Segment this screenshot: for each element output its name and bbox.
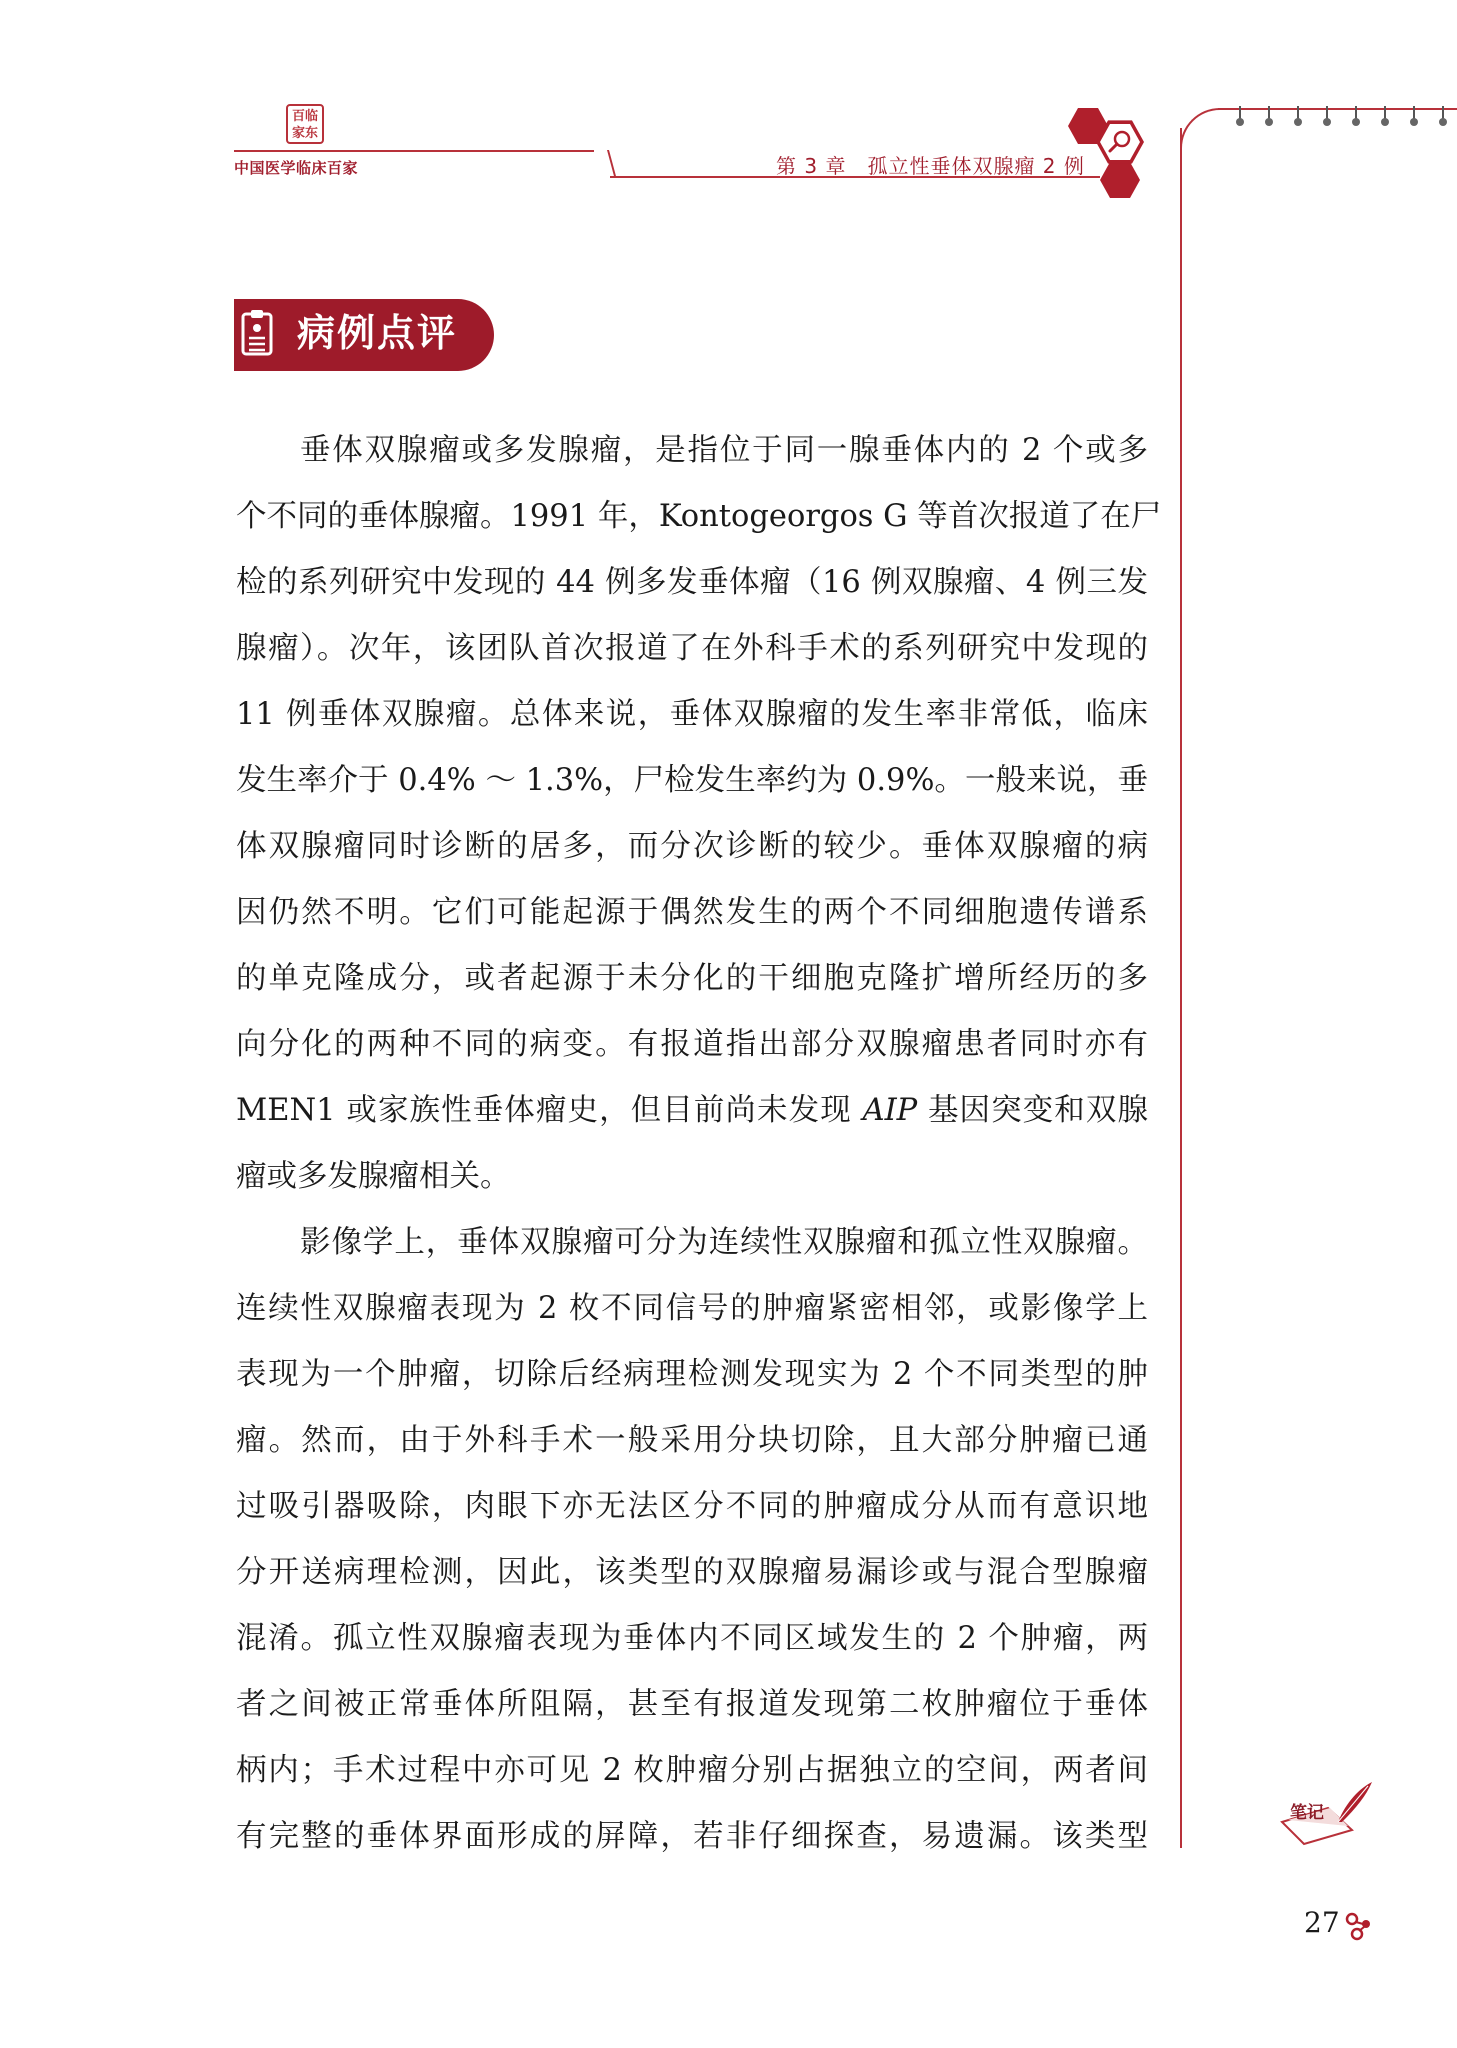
section-title: 病例点评 xyxy=(297,311,458,355)
paragraph-line: 腺瘤）。次年，该团队首次报道了在外科手术的系列研究中发现的 xyxy=(236,631,1148,666)
paragraph-line: 的单克隆成分，或者起源于未分化的干细胞克隆扩增所经历的多 xyxy=(236,961,1148,996)
paragraph-line: 瘤或多发腺瘤相关。 xyxy=(236,1159,511,1194)
binder-ring-icon xyxy=(1265,106,1273,130)
paragraph-line: 垂体双腺瘤或多发腺瘤，是指位于同一腺垂体内的 2 个或多 xyxy=(300,433,1148,468)
paragraph-line: 有完整的垂体界面形成的屏障，若非仔细探查，易遗漏。该类型 xyxy=(236,1819,1148,1854)
paragraph-line: 瘤。然而，由于外科手术一般采用分块切除，且大部分肿瘤已通 xyxy=(236,1423,1148,1458)
paragraph-line: 检的系列研究中发现的 44 例多发垂体瘤（16 例双腺瘤、4 例三发 xyxy=(236,565,1148,600)
notes-margin-top-rule xyxy=(1218,108,1457,110)
line-text: MEN1 或家族性垂体瘤史，但目前尚未发现 xyxy=(236,1093,863,1128)
binder-ring-icon xyxy=(1352,106,1360,130)
molecule-icon xyxy=(1344,1910,1376,1942)
paragraph-line: 11 例垂体双腺瘤。总体来说，垂体双腺瘤的发生率非常低，临床 xyxy=(236,697,1148,732)
paragraph-line: 发生率介于 0.4% ～ 1.3%，尸检发生率约为 0.9%。一般来说，垂 xyxy=(236,763,1148,798)
paragraph-line: 分开送病理检测，因此，该类型的双腺瘤易漏诊或与混合型腺瘤 xyxy=(236,1555,1148,1590)
hexagon-decoration-icon xyxy=(1100,160,1140,200)
brand-seal-logo: 百临家东 xyxy=(286,104,324,144)
line-text: 基因突变和双腺 xyxy=(917,1093,1148,1128)
notes-margin-corner xyxy=(1180,108,1222,150)
paragraph-line: 混淆。孤立性双腺瘤表现为垂体内不同区域发生的 2 个肿瘤，两 xyxy=(236,1621,1148,1656)
chapter-title: 第 3 章 孤立性垂体双腺瘤 2 例 xyxy=(776,154,1085,178)
gene-name: AIP xyxy=(862,1093,918,1128)
notes-margin-rule xyxy=(1180,128,1182,1848)
paragraph-line: 因仍然不明。它们可能起源于偶然发生的两个不同细胞遗传谱系 xyxy=(236,895,1148,930)
page-number: 27 xyxy=(1304,1906,1340,1939)
header-rule-step xyxy=(593,150,616,176)
paragraph-line: 体双腺瘤同时诊断的居多，而分次诊断的较少。垂体双腺瘤的病 xyxy=(236,829,1148,864)
notes-label: 笔记 xyxy=(1290,1803,1324,1823)
paragraph-line: 影像学上，垂体双腺瘤可分为连续性双腺瘤和孤立性双腺瘤。 xyxy=(300,1225,1148,1260)
paragraph-line: 者之间被正常垂体所阻隔，甚至有报道发现第二枚肿瘤位于垂体 xyxy=(236,1687,1148,1722)
binder-ring-icon xyxy=(1410,106,1418,130)
binder-ring-icon xyxy=(1323,106,1331,130)
notes-pen-icon xyxy=(1268,1778,1378,1848)
paragraph-line: 连续性双腺瘤表现为 2 枚不同信号的肿瘤紧密相邻，或影像学上 xyxy=(236,1291,1148,1326)
binder-ring-icon xyxy=(1381,106,1389,130)
binder-ring-icon xyxy=(1439,106,1447,130)
paragraph-line: 向分化的两种不同的病变。有报道指出部分双腺瘤患者同时亦有 xyxy=(236,1027,1148,1062)
clipboard-icon xyxy=(240,308,274,358)
paragraph-line: 个不同的垂体腺瘤。1991 年，Kontogeorgos G 等首次报道了在尸 xyxy=(236,499,1162,534)
brand-label: 中国医学临床百家 xyxy=(234,159,359,177)
binder-ring-icon xyxy=(1294,106,1302,130)
paragraph-line: 过吸引器吸除，肉眼下亦无法区分不同的肿瘤成分从而有意识地 xyxy=(236,1489,1148,1524)
magnifier-icon xyxy=(1106,127,1136,157)
header-rule-left xyxy=(234,150,594,152)
paragraph-line: 柄内；手术过程中亦可见 2 枚肿瘤分别占据独立的空间，两者间 xyxy=(236,1753,1148,1788)
binder-ring-icon xyxy=(1236,106,1244,130)
paragraph-line xyxy=(236,1091,1148,1131)
paragraph-line: 表现为一个肿瘤，切除后经病理检测发现实为 2 个不同类型的肿 xyxy=(236,1357,1148,1392)
